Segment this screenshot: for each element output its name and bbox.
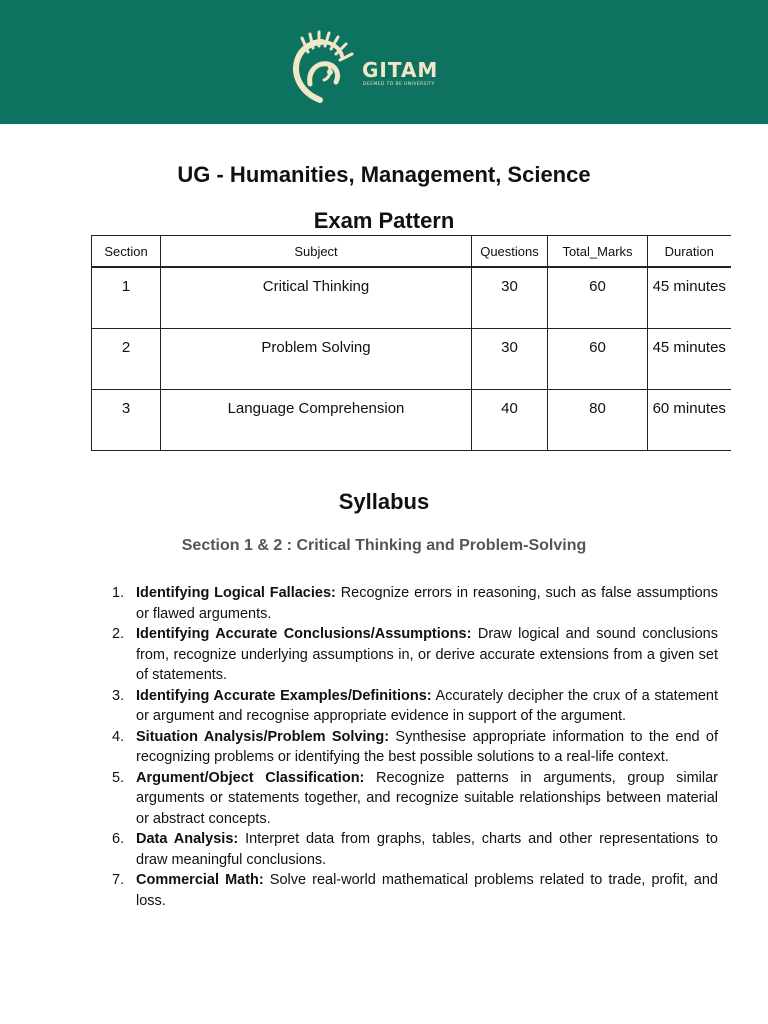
item-number: 4. (112, 728, 125, 745)
brand-name: GITAM (362, 58, 439, 82)
item-term: Identifying Accurate Examples/Definitions: (136, 687, 432, 704)
section-heading: Section 1 & 2 : Critical Thinking and Problem-Solving (181, 537, 587, 554)
cell-questions: 30 (472, 267, 548, 329)
list-item (108, 624, 718, 686)
cell-section: 2 (92, 329, 161, 390)
cell-total-marks: 60 (548, 329, 648, 390)
syllabus-list (108, 583, 718, 911)
table-row (92, 267, 731, 329)
cell-section: 3 (92, 390, 161, 451)
item-text: Draw logical and sound conclusions from, recognize underlying assumptions in, or derive accurate extensions from a given set of statements. (136, 626, 718, 683)
item-term: Data Analysis: (136, 831, 239, 847)
item-text: Recognize errors in reasoning, such as false assumptions or flawed arguments. (136, 585, 718, 622)
cell-duration: 45 minutes (648, 329, 731, 390)
item-number: 7. (112, 872, 125, 888)
item-term: Argument/Object Classification: (136, 769, 365, 786)
cell-duration: 60 minutes (648, 390, 731, 451)
cell-questions: 40 (472, 390, 548, 451)
brand-tagline: DEEMED TO BE UNIVERSITY (363, 82, 435, 87)
column-header-duration: Duration (648, 236, 731, 268)
cell-subject: Critical Thinking (161, 267, 472, 329)
cell-total-marks: 80 (548, 390, 648, 451)
column-header-questions: Questions (472, 236, 548, 268)
item-number: 2. (112, 626, 125, 642)
item-number: 5. (112, 769, 125, 786)
list-item (108, 686, 718, 727)
cell-total-marks: 60 (548, 267, 648, 329)
column-header-total-marks: Total_Marks (548, 236, 648, 268)
item-term: Identifying Logical Fallacies: (136, 585, 336, 601)
item-term: Identifying Accurate Conclusions/Assumptions: (136, 626, 472, 642)
item-number: 3. (112, 687, 125, 704)
list-item (108, 583, 718, 624)
gitam-logo (282, 30, 448, 106)
list-item (108, 727, 718, 768)
table-header-row (92, 236, 731, 268)
column-header-subject: Subject (161, 236, 472, 268)
table-row (92, 329, 731, 390)
cell-section: 1 (92, 267, 161, 329)
page-title: UG - Humanities, Management, Science (177, 162, 591, 187)
list-item (108, 829, 718, 870)
syllabus-heading: Syllabus (338, 489, 430, 514)
header-banner (0, 0, 768, 124)
list-item (108, 768, 718, 830)
item-text: Interpret data from graphs, tables, charts and other representations to draw meaningful conclusions. (136, 831, 718, 868)
exam-pattern-table (91, 235, 731, 451)
item-text: Synthesise appropriate information to the end of recognizing problems or identifying the best possible solutions to a real-life context. (136, 728, 719, 765)
table-row (92, 390, 731, 451)
item-text: Solve real-world mathematical problems related to trade, profit, and loss. (136, 872, 718, 909)
cell-subject: Language Comprehension (161, 390, 472, 451)
cell-subject: Problem Solving (161, 329, 472, 390)
item-text: Recognize patterns in arguments, group similar arguments or statements together, and recognize suitable relationships between material or abstract concepts. (136, 769, 718, 827)
item-number: 6. (112, 831, 125, 847)
list-item (108, 870, 718, 911)
item-number: 1. (112, 585, 125, 601)
column-header-section: Section (92, 236, 161, 268)
item-text: Accurately decipher the crux of a statement or argument and recognise appropriate evidence in support of the argument. (136, 687, 718, 724)
item-term: Commercial Math: (136, 872, 264, 888)
item-term: Situation Analysis/Problem Solving: (136, 728, 390, 745)
cell-questions: 30 (472, 329, 548, 390)
gitam-emblem-icon (282, 30, 358, 106)
cell-duration: 45 minutes (648, 267, 731, 329)
exam-pattern-heading: Exam Pattern (313, 208, 455, 233)
